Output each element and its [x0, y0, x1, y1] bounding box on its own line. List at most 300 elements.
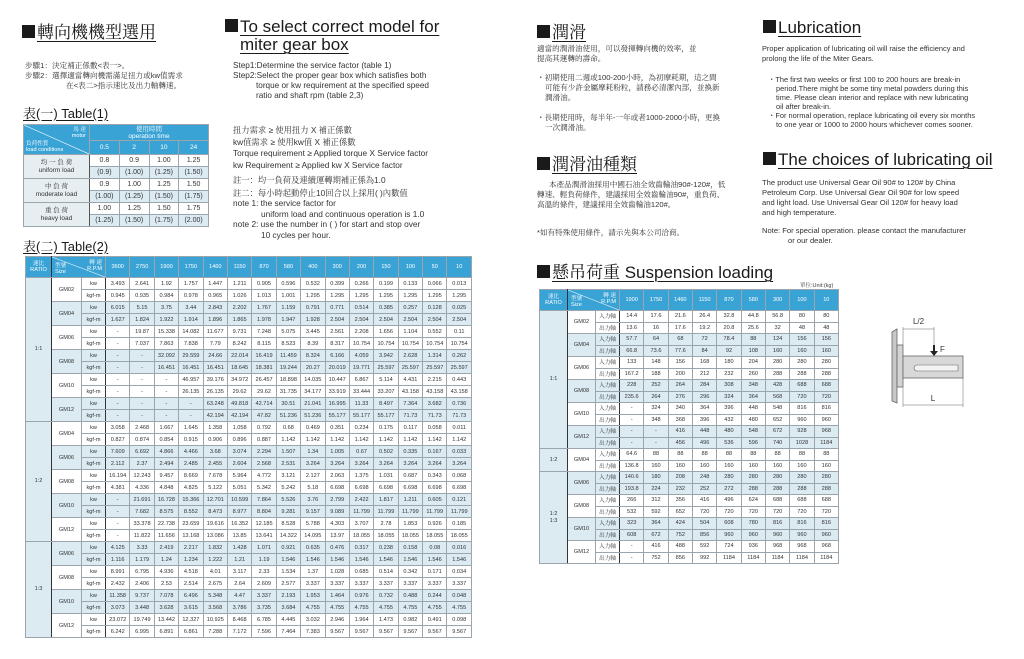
- rpm-header: 870: [252, 257, 276, 278]
- square-bullet-icon: [537, 265, 550, 278]
- table-row: [26, 626, 472, 638]
- value-cell: 3.628: [154, 602, 178, 614]
- value-cell: 8.39: [301, 338, 325, 350]
- value-cell: 4.445: [276, 614, 300, 626]
- steps-en: Step1:Determine the service factor (table 1) Step2:Select the proper gear box which satisfies both torque or kw requirement at the specified speed ratio and shaft rpm (table 2,3): [233, 61, 429, 100]
- service-factor-cell: 0.8: [90, 155, 120, 167]
- value-cell: 73.6: [644, 345, 668, 357]
- value-cell: 7.383: [301, 626, 325, 638]
- value-cell: 2.78: [374, 518, 398, 530]
- value-cell: 42.194: [227, 410, 251, 422]
- service-factor-cell-start-stop: (1.00): [119, 167, 149, 179]
- value-cell: 4.755: [447, 602, 472, 614]
- value-cell: 2.37: [130, 458, 154, 470]
- value-cell: 0.185: [447, 518, 472, 530]
- value-cell: 51.236: [301, 410, 325, 422]
- value-cell: 1.928: [301, 314, 325, 326]
- value-cell: 280: [741, 472, 765, 484]
- value-cell: 4.466: [179, 446, 203, 458]
- unit-cell: 出力軸: [596, 322, 620, 334]
- value-cell: 43.158: [423, 386, 447, 398]
- value-cell: 548: [765, 403, 789, 415]
- table-row: [540, 380, 839, 392]
- value-cell: 0.128: [423, 302, 447, 314]
- value-cell: 2.432: [106, 578, 130, 590]
- table-row: [26, 350, 472, 362]
- value-cell: 18.055: [398, 530, 422, 542]
- value-cell: 25.597: [423, 362, 447, 374]
- value-cell: 3.448: [130, 602, 154, 614]
- model-cell: GM06: [568, 472, 596, 495]
- value-cell: 0.792: [252, 422, 276, 434]
- value-cell: 7.678: [203, 470, 227, 482]
- value-cell: 496: [692, 437, 716, 449]
- value-cell: 0.033: [447, 446, 472, 458]
- value-cell: 280: [765, 357, 789, 369]
- value-cell: 49.818: [227, 398, 251, 410]
- service-factor-cell-start-stop: (2.00): [179, 215, 209, 227]
- value-cell: 156: [790, 334, 814, 346]
- value-cell: 1.546: [423, 554, 447, 566]
- rpm-header: 1150: [227, 257, 251, 278]
- value-cell: 1.546: [447, 554, 472, 566]
- value-cell: 856: [692, 529, 716, 541]
- value-cell: 5.051: [227, 482, 251, 494]
- value-cell: 9.737: [130, 590, 154, 602]
- value-cell: 88: [644, 449, 668, 461]
- value-cell: 3.073: [106, 602, 130, 614]
- value-cell: 0.08: [423, 542, 447, 554]
- value-cell: 0.896: [227, 434, 251, 446]
- value-cell: 504: [692, 518, 716, 530]
- value-cell: 2.406: [130, 578, 154, 590]
- value-cell: 7.596: [252, 626, 276, 638]
- rpm-header: 10: [447, 257, 472, 278]
- value-cell: 5.114: [374, 374, 398, 386]
- value-cell: 55.177: [349, 410, 373, 422]
- value-cell: 6.698: [423, 482, 447, 494]
- value-cell: 2.843: [203, 302, 227, 314]
- value-cell: -: [620, 541, 644, 553]
- value-cell: 232: [668, 483, 692, 495]
- value-cell: 6.785: [252, 614, 276, 626]
- unit-cell: kw: [82, 398, 106, 410]
- value-cell: 7.288: [203, 626, 227, 638]
- value-cell: 4.755: [423, 602, 447, 614]
- value-cell: 3.264: [447, 458, 472, 470]
- value-cell: 33.444: [349, 386, 373, 398]
- value-cell: 496: [717, 495, 741, 507]
- service-factor-cell: 1.00: [149, 155, 179, 167]
- title-zh-oil-types: 潤滑油種類: [537, 150, 637, 175]
- value-cell: 248: [692, 472, 716, 484]
- value-cell: 592: [692, 541, 716, 553]
- value-cell: -: [130, 410, 154, 422]
- value-cell: 960: [765, 529, 789, 541]
- rpm-header: 300: [765, 290, 789, 311]
- value-cell: 3.337: [447, 578, 472, 590]
- value-cell: 160: [741, 460, 765, 472]
- model-cell: GM04: [568, 334, 596, 357]
- value-cell: 264: [668, 380, 692, 392]
- value-cell: 23.072: [106, 614, 130, 626]
- value-cell: 6.891: [154, 626, 178, 638]
- step2b-zh: 在<表二>指示速比及出力軸轉速。: [66, 81, 182, 90]
- value-cell: 1.546: [325, 554, 349, 566]
- value-cell: 0.687: [398, 470, 422, 482]
- value-cell: 312: [644, 495, 668, 507]
- value-cell: 1.914: [179, 314, 203, 326]
- value-cell: 180: [644, 472, 668, 484]
- table1-corner-header: [24, 125, 90, 155]
- value-cell: 160: [644, 460, 668, 472]
- model-cell: GM04: [568, 449, 596, 472]
- value-cell: 720: [692, 506, 716, 518]
- value-cell: 160: [717, 460, 741, 472]
- value-cell: 1.546: [349, 554, 373, 566]
- value-cell: 2.422: [349, 494, 373, 506]
- value-cell: -: [106, 410, 130, 422]
- value-cell: 968: [765, 541, 789, 553]
- value-cell: 672: [644, 529, 668, 541]
- model-cell: GM10: [568, 518, 596, 541]
- table-row: [26, 434, 472, 446]
- value-cell: 1.865: [227, 314, 251, 326]
- value-cell: 1.013: [252, 290, 276, 302]
- value-cell: 0.945: [106, 290, 130, 302]
- value-cell: 1.757: [179, 278, 203, 290]
- value-cell: 32.092: [154, 350, 178, 362]
- value-cell: 4.518: [179, 566, 203, 578]
- table-row: [26, 542, 472, 554]
- unit-cell: kw: [82, 542, 106, 554]
- value-cell: 1.142: [301, 434, 325, 446]
- value-cell: 16.451: [203, 362, 227, 374]
- value-cell: 5.242: [276, 482, 300, 494]
- value-cell: 2.419: [154, 542, 178, 554]
- table-row: [26, 506, 472, 518]
- value-cell: 288: [765, 368, 789, 380]
- value-cell: 136.8: [620, 460, 644, 472]
- value-cell: 280: [765, 472, 789, 484]
- unit-cell: 出力軸: [596, 552, 620, 564]
- model-cell: GM10: [52, 590, 82, 614]
- value-cell: 0.048: [447, 590, 472, 602]
- value-cell: 1.295: [374, 290, 398, 302]
- table-row: [26, 410, 472, 422]
- value-cell: 72: [692, 334, 716, 346]
- value-cell: 3.684: [276, 602, 300, 614]
- value-cell: 688: [814, 495, 838, 507]
- value-cell: 1.295: [423, 290, 447, 302]
- value-cell: 124: [765, 334, 789, 346]
- value-cell: 3.707: [349, 518, 373, 530]
- value-cell: 31.735: [276, 386, 300, 398]
- value-cell: 3.445: [301, 326, 325, 338]
- table-row: [26, 470, 472, 482]
- value-cell: 5.122: [203, 482, 227, 494]
- value-cell: 688: [814, 380, 838, 392]
- model-cell: GM06: [52, 542, 82, 566]
- unit-cell: kgf-m: [82, 554, 106, 566]
- service-factor-cell-start-stop: (1.00): [90, 191, 120, 203]
- value-cell: 928: [790, 426, 814, 438]
- value-cell: 140.6: [620, 472, 644, 484]
- unit-cell: 出力軸: [596, 391, 620, 403]
- value-cell: 9.567: [374, 626, 398, 638]
- value-cell: 608: [620, 529, 644, 541]
- special-note-zh: *如有特殊使用條件，請示先與本公司洽商。: [537, 228, 685, 237]
- value-cell: 2.561: [325, 326, 349, 338]
- table-row: [26, 314, 472, 326]
- value-cell: 16.451: [179, 362, 203, 374]
- value-cell: 456: [668, 437, 692, 449]
- table-row: [26, 290, 472, 302]
- value-cell: 1.546: [374, 554, 398, 566]
- value-cell: 0.234: [349, 422, 373, 434]
- value-cell: 14.4: [620, 311, 644, 323]
- value-cell: 7.864: [252, 494, 276, 506]
- value-cell: 57.7: [620, 334, 644, 346]
- value-cell: 9.157: [301, 506, 325, 518]
- service-factor-cell-start-stop: (1.25): [90, 215, 120, 227]
- ratio-cell: 1:3: [26, 542, 52, 638]
- corner-load-zh: 負荷性質: [26, 141, 49, 147]
- table-row: [26, 422, 472, 434]
- value-cell: 6.698: [398, 482, 422, 494]
- lub-zh-intro: 適當的潤滑油使用，可以發揮轉向機的效率，並 提高其運轉的壽命。: [537, 44, 697, 63]
- value-cell: 2.641: [130, 278, 154, 290]
- value-cell: 17.6: [668, 322, 692, 334]
- unit-cell: 出力軸: [596, 460, 620, 472]
- value-cell: 46.957: [179, 374, 203, 386]
- value-cell: -: [179, 410, 203, 422]
- value-cell: 1.358: [203, 422, 227, 434]
- value-cell: 1.295: [349, 290, 373, 302]
- unit-cell: kw: [82, 590, 106, 602]
- value-cell: 0.335: [398, 446, 422, 458]
- model-cell: GM08: [52, 566, 82, 590]
- service-factor-cell: 1.25: [149, 179, 179, 191]
- unit-cell: 入力軸: [596, 357, 620, 369]
- value-cell: 11.822: [130, 530, 154, 542]
- value-cell: 1.853: [398, 518, 422, 530]
- rpm-header: 3600: [106, 257, 130, 278]
- value-cell: 3.682: [423, 398, 447, 410]
- value-cell: 6.698: [447, 482, 472, 494]
- unit-cell: 出力軸: [596, 529, 620, 541]
- value-cell: 33.919: [325, 386, 349, 398]
- value-cell: 18.055: [447, 530, 472, 542]
- value-cell: 88: [692, 449, 716, 461]
- col-header: 24: [179, 141, 209, 155]
- value-cell: 4.772: [252, 470, 276, 482]
- value-cell: 1.026: [227, 290, 251, 302]
- shaft-load-diagram: [880, 305, 990, 415]
- table-row: [26, 338, 472, 350]
- unit-cell: kw: [82, 518, 106, 530]
- value-cell: 7.364: [398, 398, 422, 410]
- value-cell: 2.799: [325, 494, 349, 506]
- value-cell: 22.738: [154, 518, 178, 530]
- unit-cell: kw: [82, 494, 106, 506]
- value-cell: 1.37: [301, 566, 325, 578]
- value-cell: 228: [620, 380, 644, 392]
- value-cell: 4.825: [179, 482, 203, 494]
- table-row: [26, 590, 472, 602]
- value-cell: 2.577: [276, 578, 300, 590]
- service-factor-cell-start-stop: (1.25): [119, 191, 149, 203]
- value-cell: -: [106, 374, 130, 386]
- value-cell: 0.013: [447, 278, 472, 290]
- value-cell: 2.468: [130, 422, 154, 434]
- rpm-header: 870: [717, 290, 741, 311]
- value-cell: 3.68: [203, 446, 227, 458]
- value-cell: 5.348: [203, 590, 227, 602]
- value-cell: 1.428: [227, 542, 251, 554]
- model-cell: GM10: [568, 403, 596, 426]
- label-force: F: [940, 345, 945, 354]
- value-cell: 424: [668, 518, 692, 530]
- value-cell: 0.502: [374, 446, 398, 458]
- value-cell: 416: [644, 541, 668, 553]
- model-cell: GM12: [52, 614, 82, 638]
- unit-cell: 入力軸: [596, 334, 620, 346]
- value-cell: 2.604: [227, 458, 251, 470]
- value-cell: 0.596: [276, 278, 300, 290]
- value-cell: 7.464: [276, 626, 300, 638]
- value-cell: 9.567: [349, 626, 373, 638]
- unit-cell: kw: [82, 302, 106, 314]
- value-cell: 0.978: [179, 290, 203, 302]
- value-cell: 3.337: [252, 590, 276, 602]
- value-cell: 6.861: [179, 626, 203, 638]
- value-cell: 4.755: [301, 602, 325, 614]
- value-cell: 0.244: [423, 590, 447, 602]
- value-cell: 688: [790, 380, 814, 392]
- value-cell: 752: [668, 529, 692, 541]
- value-cell: 3.121: [276, 470, 300, 482]
- value-cell: 1.978: [252, 314, 276, 326]
- table-row: [26, 530, 472, 542]
- table-row: [26, 386, 472, 398]
- value-cell: 10.754: [374, 338, 398, 350]
- value-cell: 9.089: [325, 506, 349, 518]
- value-cell: 2.504: [447, 314, 472, 326]
- value-cell: 25.597: [447, 362, 472, 374]
- table-row: [540, 426, 839, 438]
- value-cell: 0.11: [447, 326, 472, 338]
- unit-cell: kgf-m: [82, 386, 106, 398]
- value-cell: 0.343: [423, 470, 447, 482]
- half-length-dimension: [903, 317, 934, 350]
- model-cell: GM12: [568, 541, 596, 564]
- step2-zh: 步驟2：選擇適當轉向機需滿足扭力或kw值需求: [25, 71, 183, 80]
- value-cell: 0.317: [349, 542, 373, 554]
- lub-en-bullets: ・The first two weeks or first 100 to 200 hours are break-in period.There might be some tiny metal powders during this time. Please clean interior and replace with new lubricating oil after break-in. ・For normal operation, replace lubricating oil every six months to one year or 1000 to 2000 hours whichever comes sooner.: [768, 75, 976, 129]
- oil-en-text: The product use Universal Gear Oil 90# to 120# by China Petroleum Corp. Use Universal Gear Oil 90# for low speed and light load. Use Universal Gear Oil 120# for heavy load and high temperature.: [762, 178, 960, 217]
- value-cell: 6.015: [106, 302, 130, 314]
- value-cell: 0.016: [447, 542, 472, 554]
- value-cell: 1.832: [203, 542, 227, 554]
- value-cell: 16.451: [154, 362, 178, 374]
- value-cell: 33.378: [130, 518, 154, 530]
- value-cell: 752: [644, 552, 668, 564]
- value-cell: 160: [765, 345, 789, 357]
- value-cell: 0.262: [447, 350, 472, 362]
- value-cell: 0.058: [423, 422, 447, 434]
- value-cell: 88: [790, 449, 814, 461]
- value-cell: 19.771: [349, 362, 373, 374]
- value-cell: 340: [668, 403, 692, 415]
- value-cell: 25.6: [741, 322, 765, 334]
- table-row: [540, 495, 839, 507]
- value-cell: 348: [741, 380, 765, 392]
- suspension-loading-table: [539, 289, 839, 564]
- value-cell: 356: [668, 495, 692, 507]
- rpm-header: 300: [325, 257, 349, 278]
- oil-zh-text: 本產品潤滑油採用中國石油全效齒輪油90#-120#，低 轉速、輕負荷條件，建議採用全效齒輪油90#，重負荷、 高溫的條件，建議採用全效齒輪油120#。: [537, 180, 726, 209]
- ratio-header: 速比 RATIO: [540, 290, 568, 311]
- unit-cell: kgf-m: [82, 290, 106, 302]
- model-cell: GM06: [568, 357, 596, 380]
- force-arrow-icon: [930, 345, 945, 356]
- value-cell: 0.068: [447, 470, 472, 482]
- value-cell: 21.041: [301, 398, 325, 410]
- value-cell: 9.457: [154, 470, 178, 482]
- value-cell: 2.504: [398, 314, 422, 326]
- table-row: [26, 326, 472, 338]
- value-cell: 252: [644, 380, 668, 392]
- unit-cell: kgf-m: [82, 410, 106, 422]
- value-cell: 42.194: [203, 410, 227, 422]
- table-row: [26, 446, 472, 458]
- value-cell: 296: [692, 391, 716, 403]
- value-cell: 396: [717, 403, 741, 415]
- value-cell: 2.208: [349, 326, 373, 338]
- rpm-header: 400: [301, 257, 325, 278]
- value-cell: 428: [765, 380, 789, 392]
- value-cell: 2.494: [154, 458, 178, 470]
- unit-cell: kgf-m: [82, 434, 106, 446]
- value-cell: 1.375: [349, 470, 373, 482]
- value-cell: 1.473: [374, 614, 398, 626]
- value-cell: 288: [814, 483, 838, 495]
- value-cell: 63.248: [203, 398, 227, 410]
- load-condition-label: 均 一 負 荷 uniform load: [24, 155, 90, 179]
- value-cell: 8.552: [179, 506, 203, 518]
- value-cell: 0.443: [447, 374, 472, 386]
- value-cell: 15.366: [179, 494, 203, 506]
- value-cell: 280: [814, 472, 838, 484]
- value-cell: 2.504: [325, 314, 349, 326]
- unit-cell: 入力軸: [596, 541, 620, 553]
- value-cell: 488: [668, 541, 692, 553]
- value-cell: 11.656: [154, 530, 178, 542]
- model-cell: GM08: [52, 470, 82, 494]
- unit-cell: 出力軸: [596, 414, 620, 426]
- value-cell: 0.552: [423, 326, 447, 338]
- value-cell: 10.754: [447, 338, 472, 350]
- value-cell: 280: [790, 472, 814, 484]
- value-cell: 252: [692, 483, 716, 495]
- value-cell: 3.337: [349, 578, 373, 590]
- service-factor-cell-start-stop: (1.50): [149, 191, 179, 203]
- value-cell: 4.47: [227, 590, 251, 602]
- value-cell: 232: [717, 368, 741, 380]
- unit-cell: 出力軸: [596, 437, 620, 449]
- value-cell: 10.599: [227, 494, 251, 506]
